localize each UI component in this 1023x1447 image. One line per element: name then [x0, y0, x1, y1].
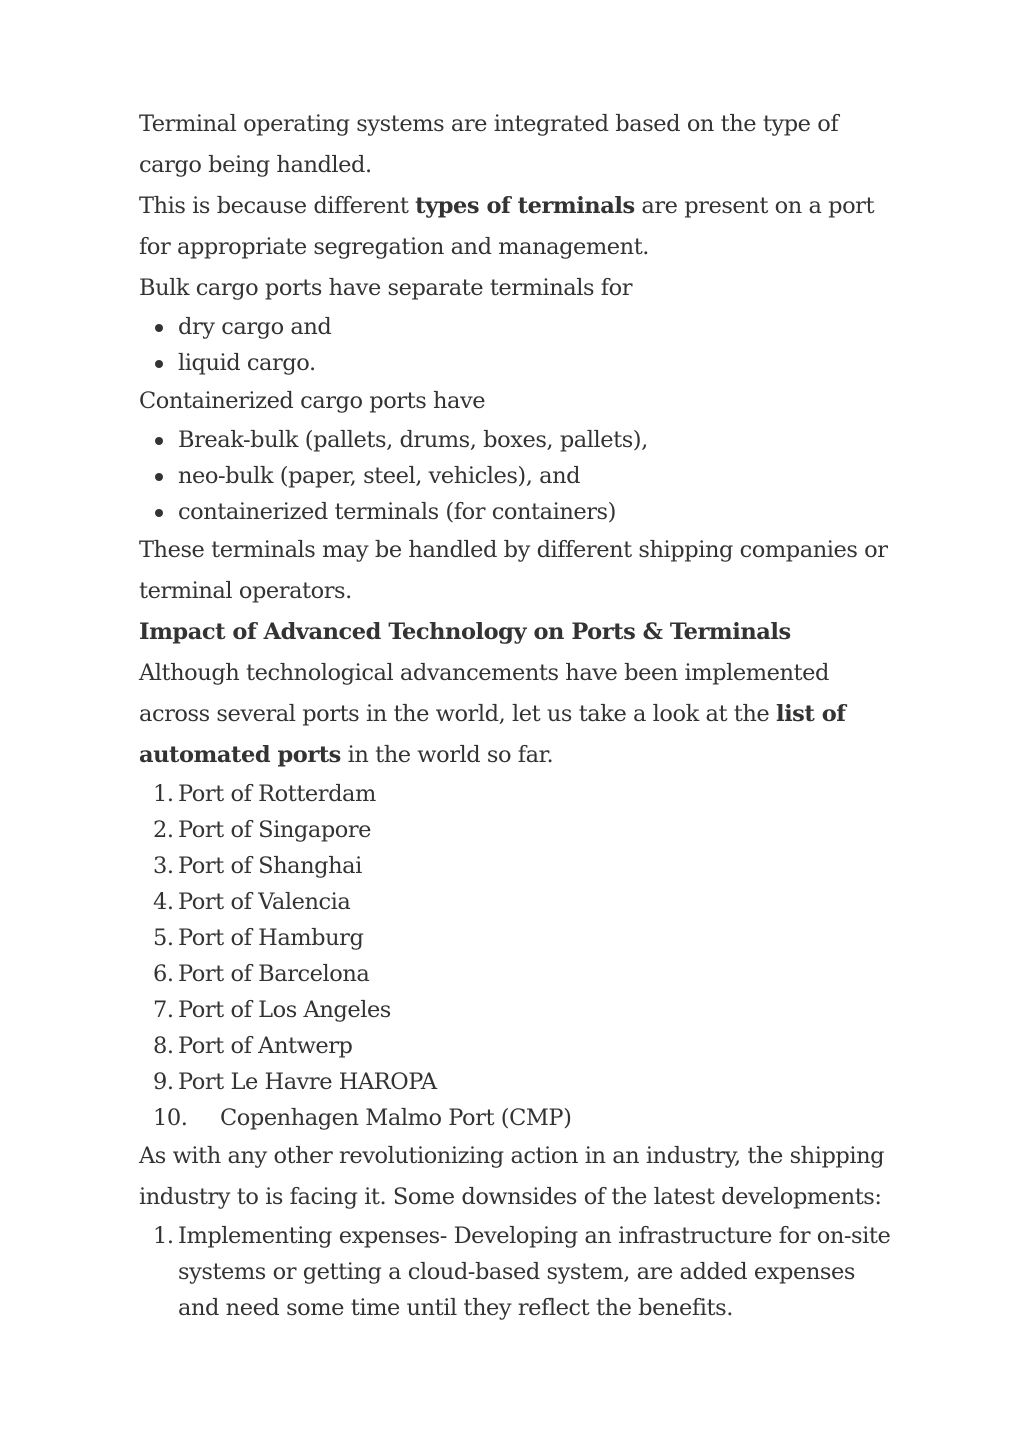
- paragraph-terminals-note: These terminals may be handled by different shipping companies or terminal operators.: [139, 537, 888, 604]
- list-item: [139, 884, 899, 920]
- list-item: [139, 956, 899, 992]
- paragraph-terminal-types: [139, 186, 899, 268]
- item-number: 7.: [153, 997, 174, 1023]
- section-heading-impact: Impact of Advanced Technology on Ports & Terminals: [139, 619, 791, 645]
- list-item: [139, 848, 899, 884]
- port-name: Port of Shanghai: [178, 853, 362, 879]
- item-number: 2.: [153, 817, 174, 843]
- paragraph-tos-integration: Terminal operating systems are integrated based on the type of cargo being handled.: [139, 111, 839, 178]
- list-item: dry cargo and: [139, 309, 899, 345]
- item-number: 9.: [153, 1069, 174, 1095]
- bulk-cargo-list: [139, 309, 899, 381]
- bold-list-of-automated-ports: list of automated ports: [139, 701, 846, 768]
- port-name: Port Le Havre HAROPA: [178, 1069, 437, 1095]
- text-segment: in the world so far.: [340, 742, 554, 768]
- text-segment: This is because different: [139, 193, 416, 219]
- list-item: [139, 812, 899, 848]
- item-number: 3.: [153, 853, 174, 879]
- port-name: Port of Singapore: [178, 817, 372, 843]
- paragraph-containerized: Containerized cargo ports have: [139, 388, 486, 414]
- list-item: [139, 776, 899, 812]
- list-item: neo-bulk (paper, steel, vehicles), and: [139, 458, 899, 494]
- port-name: Copenhagen Malmo Port (CMP): [220, 1105, 572, 1131]
- downside-text: Implementing expenses- Developing an infrastructure for on-site systems or getting a cloud-based system, are added expenses and need some time until they reflect the benefits.: [178, 1223, 891, 1321]
- document-page: [139, 104, 899, 1326]
- port-name: Port of Rotterdam: [178, 781, 376, 807]
- downsides-list: [139, 1218, 899, 1326]
- list-item: [139, 1100, 899, 1136]
- item-number: 1.: [153, 1223, 174, 1249]
- text-segment: are present on a port for appropriate segregation and management.: [139, 193, 875, 260]
- item-number: 8.: [153, 1033, 174, 1059]
- list-item: containerized terminals (for containers): [139, 494, 899, 530]
- port-name: Port of Antwerp: [178, 1033, 353, 1059]
- list-item: liquid cargo.: [139, 345, 899, 381]
- port-name: Port of Los Angeles: [178, 997, 391, 1023]
- list-item: [139, 1064, 899, 1100]
- item-number: 1.: [153, 781, 174, 807]
- paragraph-bulk-cargo: Bulk cargo ports have separate terminals for: [139, 275, 633, 301]
- list-item: Break-bulk (pallets, drums, boxes, pallets),: [139, 422, 899, 458]
- port-name: Port of Valencia: [178, 889, 351, 915]
- item-number: 6.: [153, 961, 174, 987]
- port-name: Port of Barcelona: [178, 961, 370, 987]
- item-number: 4.: [153, 889, 174, 915]
- paragraph-downsides-intro: As with any other revolutionizing action in an industry, the shipping industry to is facing it. Some downsides of the latest developments:: [139, 1143, 885, 1210]
- port-name: Port of Hamburg: [178, 925, 364, 951]
- list-item: [139, 1028, 899, 1064]
- list-item: [139, 920, 899, 956]
- list-item: [139, 1218, 899, 1326]
- text-segment: Although technological advancements have been implemented across several ports in the world, let us take a look at the: [139, 660, 829, 727]
- bold-types-of-terminals: types of terminals: [415, 193, 635, 219]
- list-item: [139, 992, 899, 1028]
- containerized-list: [139, 422, 899, 530]
- item-number: 10.: [153, 1105, 188, 1131]
- paragraph-impact: [139, 653, 899, 776]
- automated-ports-list: [139, 776, 899, 1136]
- item-number: 5.: [153, 925, 174, 951]
